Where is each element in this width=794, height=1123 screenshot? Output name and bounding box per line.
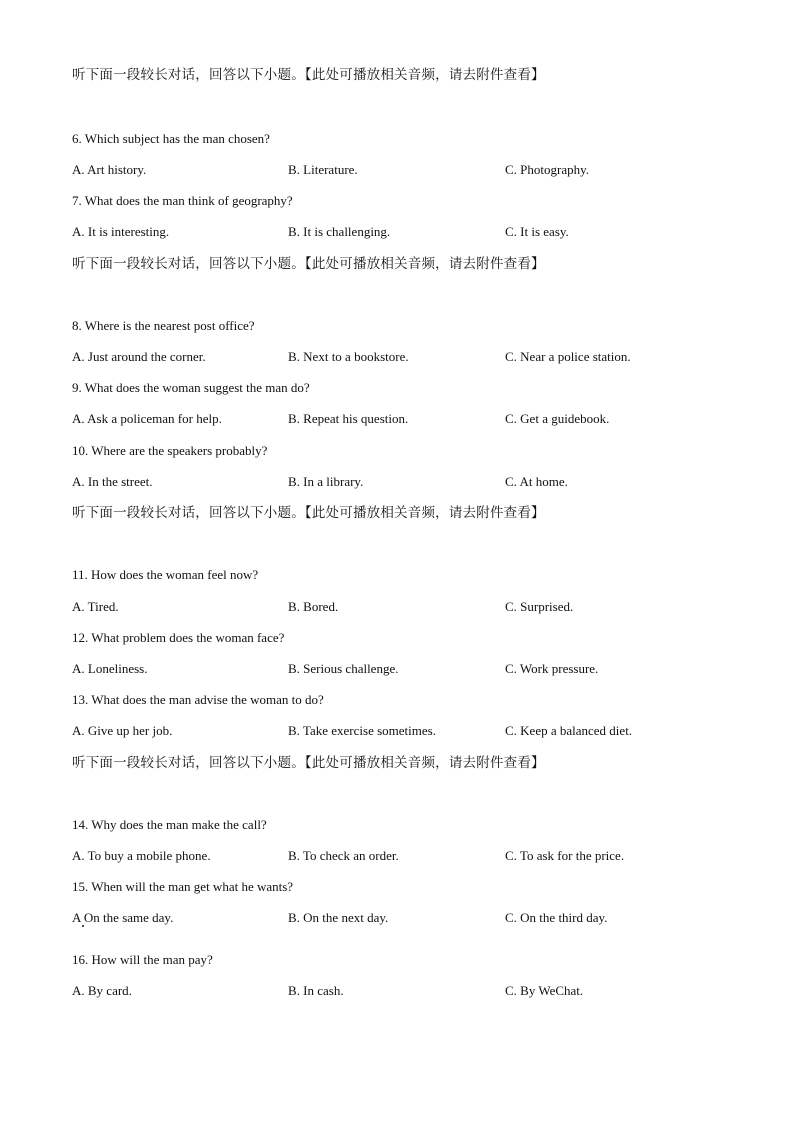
option-a: A. Ask a policeman for help. xyxy=(72,411,222,426)
question-14: 14. Why does the man make the call? xyxy=(72,817,267,832)
option-c: C. Near a police station. xyxy=(505,349,631,364)
option-b: B. In a library. xyxy=(288,474,364,489)
option-a: A. Art history. xyxy=(72,162,147,177)
option-a: A On the same day. xyxy=(72,910,174,925)
option-b: B. Next to a bookstore. xyxy=(288,349,409,364)
option-b: B. In cash. xyxy=(288,983,344,998)
options-14 xyxy=(72,847,722,865)
option-c: C. Keep a balanced diet. xyxy=(505,723,633,738)
option-b: B. Serious challenge. xyxy=(288,661,399,676)
option-b: B. On the next day. xyxy=(288,910,389,925)
options-16 xyxy=(72,982,722,1000)
options-15 xyxy=(72,909,722,927)
option-c: C. It is easy. xyxy=(505,224,569,239)
option-c: C. Get a guidebook. xyxy=(505,411,610,426)
options-12 xyxy=(72,660,722,678)
question-8: 8. Where is the nearest post office? xyxy=(72,318,255,333)
section-instruction: 听下面一段较长对话，回答以下小题。【此处可播放相关音频，请去附件查看】 xyxy=(72,67,545,83)
option-a: A. Give up her job. xyxy=(72,723,173,738)
option-c: C. On the third day. xyxy=(505,910,608,925)
option-b: B. Repeat his question. xyxy=(288,411,409,426)
question-9: 9. What does the woman suggest the man do? xyxy=(72,380,310,395)
option-b: B. It is challenging. xyxy=(288,224,391,239)
option-c: C. Surprised. xyxy=(505,599,574,614)
option-c: C. To ask for the price. xyxy=(505,848,625,863)
option-c: C. At home. xyxy=(505,474,568,489)
options-13 xyxy=(72,722,722,740)
question-7: 7. What does the man think of geography? xyxy=(72,193,293,208)
options-7 xyxy=(72,223,722,241)
question-10: 10. Where are the speakers probably? xyxy=(72,443,268,458)
option-c: C. By WeChat. xyxy=(505,983,584,998)
options-10 xyxy=(72,473,722,491)
section-instruction: 听下面一段较长对话，回答以下小题。【此处可播放相关音频，请去附件查看】 xyxy=(72,256,545,272)
question-13: 13. What does the man advise the woman to do? xyxy=(72,692,324,707)
option-c: C. Work pressure. xyxy=(505,661,599,676)
option-a: A. By card. xyxy=(72,983,132,998)
option-b: B. Take exercise sometimes. xyxy=(288,723,436,738)
option-a: A. It is interesting. xyxy=(72,224,170,239)
question-11: 11. How does the woman feel now? xyxy=(72,567,259,582)
options-6 xyxy=(72,161,722,179)
options-11 xyxy=(72,598,722,616)
section-instruction: 听下面一段较长对话，回答以下小题。【此处可播放相关音频，请去附件查看】 xyxy=(72,755,545,771)
question-16: 16. How will the man pay? xyxy=(72,952,213,967)
question-15: 15. When will the man get what he wants? xyxy=(72,879,294,894)
option-c: C. Photography. xyxy=(505,162,590,177)
question-6: 6. Which subject has the man chosen? xyxy=(72,131,270,146)
options-8 xyxy=(72,348,722,366)
option-b: B. Bored. xyxy=(288,599,339,614)
options-9 xyxy=(72,410,722,428)
section-instruction: 听下面一段较长对话，回答以下小题。【此处可播放相关音频，请去附件查看】 xyxy=(72,505,545,521)
option-a: A. To buy a mobile phone. xyxy=(72,848,211,863)
option-a: A. Just around the corner. xyxy=(72,349,206,364)
stray-dot xyxy=(82,925,84,927)
option-a: A. Loneliness. xyxy=(72,661,148,676)
question-12: 12. What problem does the woman face? xyxy=(72,630,285,645)
option-a: A. Tired. xyxy=(72,599,119,614)
option-a: A. In the street. xyxy=(72,474,153,489)
option-b: B. To check an order. xyxy=(288,848,399,863)
option-b: B. Literature. xyxy=(288,162,358,177)
